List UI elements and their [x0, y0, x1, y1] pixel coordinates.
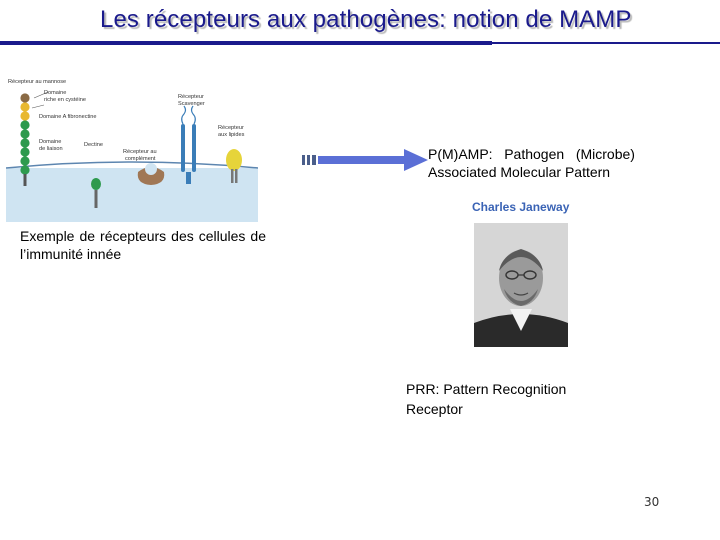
receptor-diagram — [6, 72, 258, 222]
person-name-label: Charles Janeway — [472, 200, 570, 214]
label-lipid-2: aux lipides — [218, 132, 245, 138]
title-underline-thin — [492, 42, 720, 44]
label-mannose-receptor: Récepteur au mannose — [8, 79, 67, 85]
label-lipid-1: Récepteur — [218, 125, 244, 131]
label-cysteine-domain-1: Domaine — [44, 90, 67, 96]
label-fibronectin-domain: Domaine A fibronectine — [39, 114, 97, 120]
label-binding-domain-2: de liaison — [39, 146, 63, 152]
figure-caption: Exemple de récepteurs des cellules de l’immunité innée — [20, 228, 266, 262]
slide-title: Les récepteurs aux pathogènes: notion de MAMP — [100, 6, 632, 33]
portrait-photo — [474, 223, 568, 347]
prr-definition: PRR: Pattern Recognition Receptor — [406, 381, 567, 417]
label-complement-2: complément — [125, 156, 156, 162]
mannose-receptor — [20, 93, 29, 186]
label-binding-domain-1: Domaine — [39, 139, 62, 145]
cell-body — [6, 168, 258, 222]
complement-receptor — [138, 163, 164, 185]
label-complement-1: Récepteur au — [123, 149, 157, 155]
label-dectin: Dectine — [84, 142, 103, 148]
arrow-right — [300, 147, 432, 173]
label-cysteine-domain-2: riche en cystéine — [44, 97, 86, 103]
title-underline — [0, 41, 492, 45]
label-scavenger-1: Récepteur — [178, 94, 204, 100]
cell-membrane — [6, 162, 258, 168]
label-scavenger-2: Scavenger — [178, 101, 205, 107]
pamp-definition: P(M)AMP: Pathogen (Microbe) Associated Molecular Pattern — [428, 146, 639, 180]
page-number: 30 — [644, 495, 660, 509]
